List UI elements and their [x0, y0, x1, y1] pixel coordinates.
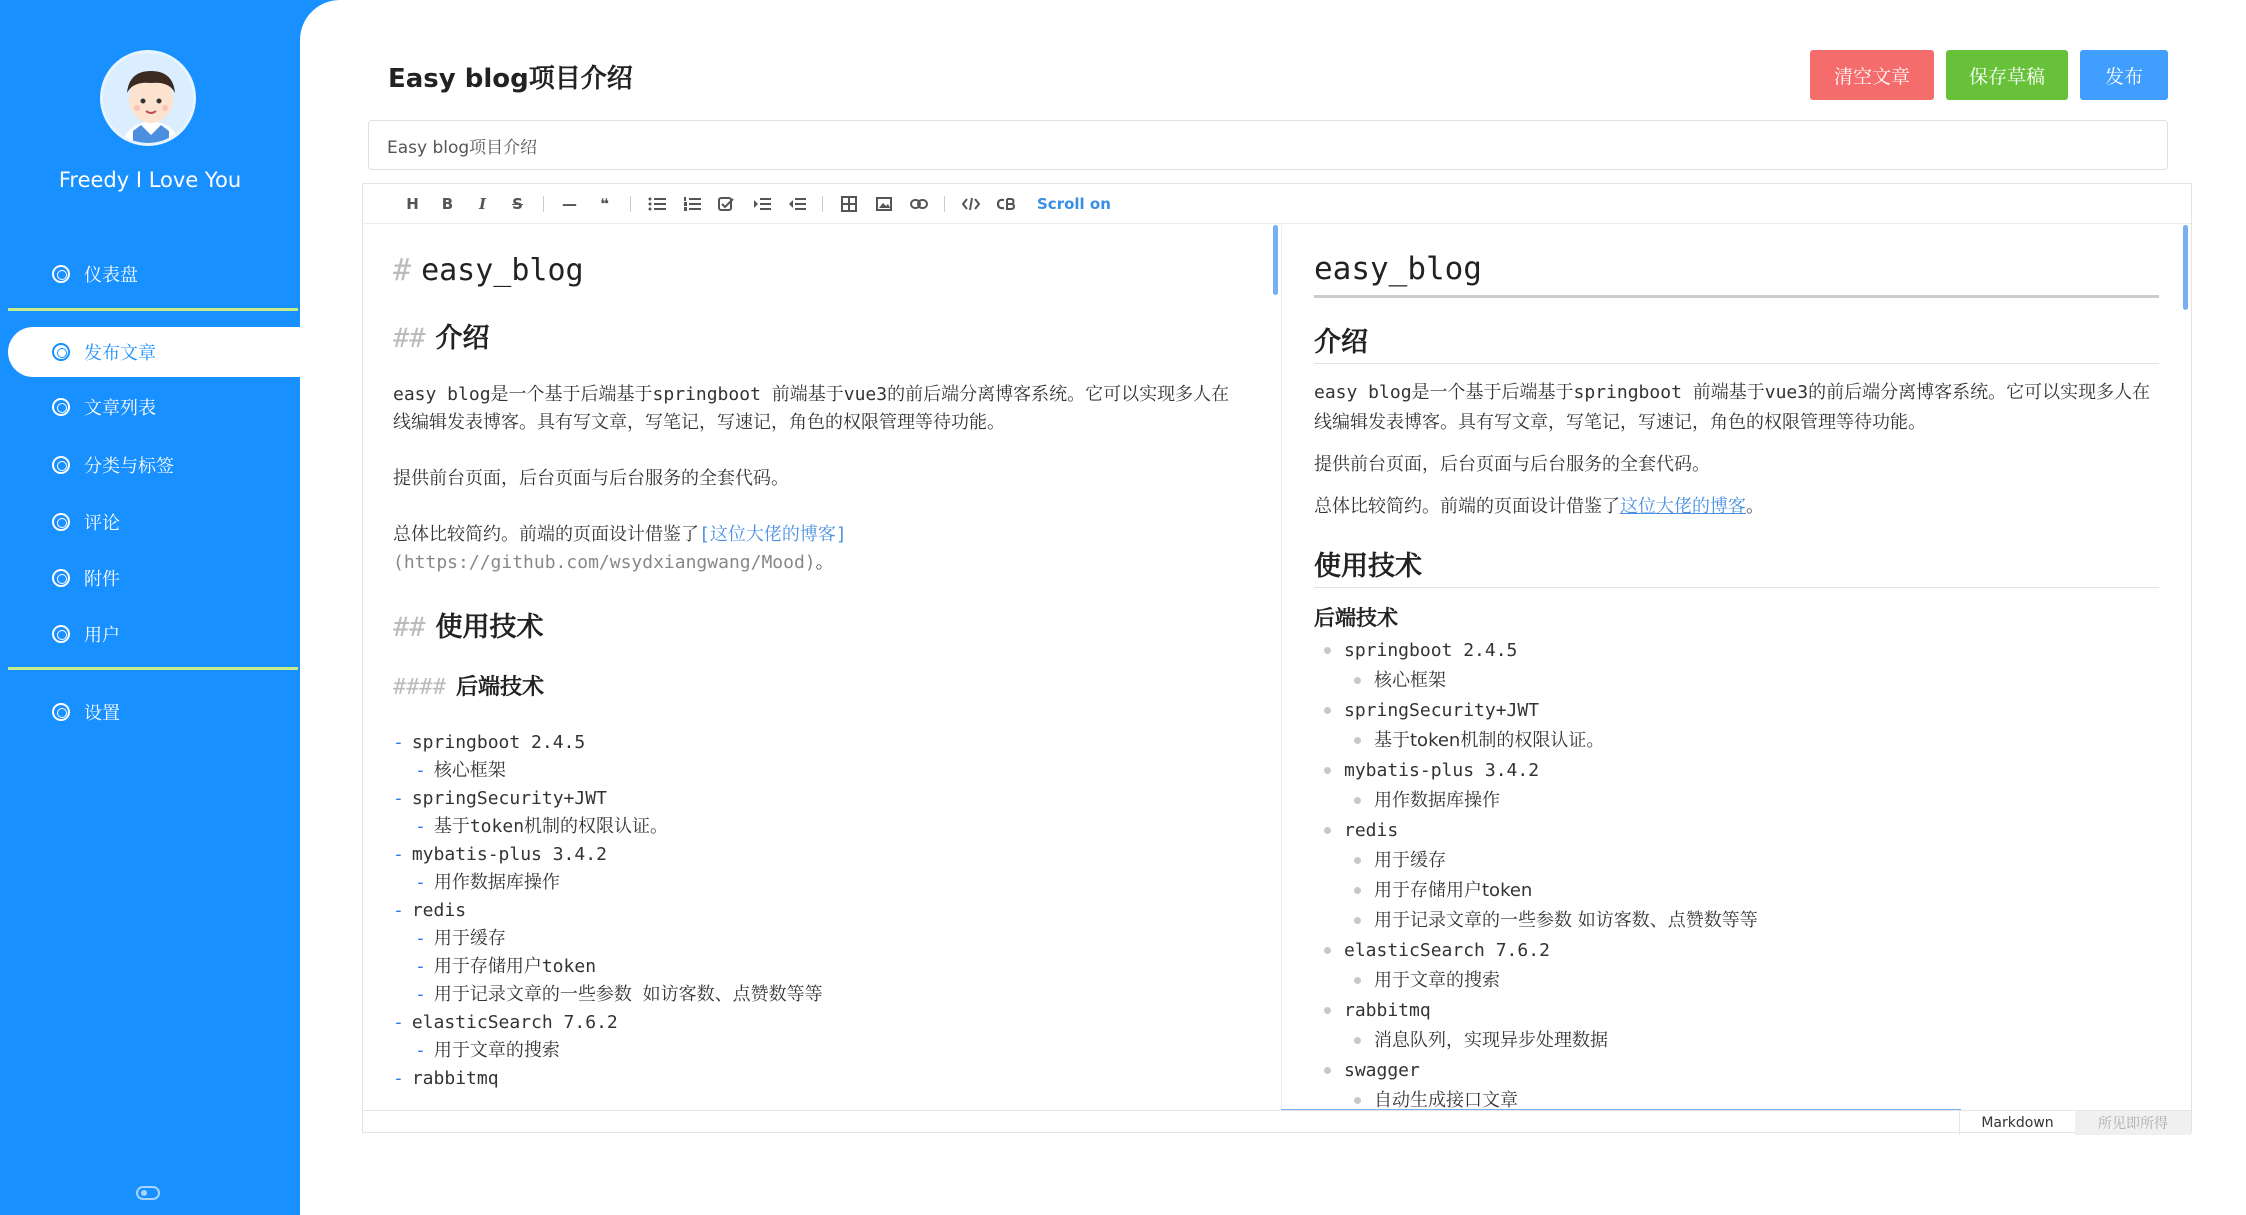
source-list-item: - springboot 2.4.5: [393, 732, 586, 753]
preview-heading-4: 后端技术: [1314, 606, 1398, 630]
ring-icon: [52, 343, 70, 361]
heading-icon[interactable]: H: [406, 194, 419, 213]
preview-list-item: springSecurity+JWT: [1314, 696, 2159, 726]
preview-paragraph: 总体比较简约。前端的页面设计借鉴了这位大佬的博客。: [1314, 496, 1764, 517]
sidebar-item-publish-article[interactable]: [8, 327, 300, 377]
sidebar-item-dashboard[interactable]: [8, 249, 300, 299]
preview-heading-1: easy_blog: [1314, 251, 2159, 298]
toolbar-separator: [944, 196, 945, 212]
source-scrollbar[interactable]: [1273, 225, 1278, 295]
main-content: [300, 0, 2246, 1215]
editor-statusbar: [363, 1110, 2191, 1134]
source-list-item: - 用于文章的搜索: [415, 1040, 560, 1061]
italic-icon[interactable]: I: [478, 194, 487, 213]
source-list-item: - rabbitmq: [393, 1068, 499, 1089]
ring-icon: [52, 398, 70, 416]
preview-list-item: 消息队列，实现异步处理数据: [1314, 1026, 2159, 1056]
source-list-item: - 用作数据库操作: [415, 872, 560, 893]
source-heading-2: ## 使用技术: [393, 612, 544, 643]
scroll-sync-toggle[interactable]: Scroll on: [1037, 194, 1111, 213]
indent-icon[interactable]: [744, 184, 779, 224]
strikethrough-icon[interactable]: S: [512, 194, 523, 213]
preview-list-item: 用于存储用户token: [1314, 876, 2159, 906]
sidebar-item-categories-tags[interactable]: [8, 440, 300, 490]
ring-icon: [52, 569, 70, 587]
source-list-item: - 核心框架: [415, 760, 506, 781]
sidebar-item-label: 发布文章: [84, 343, 156, 364]
ring-icon: [52, 703, 70, 721]
ordered-list-icon[interactable]: [674, 184, 709, 224]
outdent-icon[interactable]: [779, 184, 814, 224]
avatar-face-icon: [103, 53, 196, 146]
preview-heading-2: 介绍: [1314, 320, 2159, 364]
code-icon[interactable]: [953, 184, 988, 224]
sidebar-item-comments[interactable]: [8, 497, 300, 547]
source-heading-4: #### 后端技术: [393, 675, 544, 700]
source-list-item: - 基于token机制的权限认证。: [415, 816, 669, 837]
source-list-item: - 用于存储用户token: [415, 956, 597, 977]
quote-icon[interactable]: ❝: [600, 194, 609, 213]
toolbar-separator: [543, 196, 544, 212]
preview-paragraph: easy blog是一个基于后端基于springboot 前端基于vue3的前后端分离博客系统。它可以实现多人在线编辑发表博客。具有写文章，写笔记，写速记，角色的权限管理等待功能。: [1314, 382, 2151, 433]
preview-list-item: 用于记录文章的一些参数 如访客数、点赞数等等: [1314, 906, 2159, 936]
preview-list-item: elasticSearch 7.6.2: [1314, 936, 2159, 966]
source-paragraph: 提供前台页面，后台页面与后台服务的全套代码。: [393, 468, 789, 489]
publish-button[interactable]: 发布: [2080, 50, 2168, 100]
markdown-source-pane[interactable]: [363, 225, 1273, 1109]
sidebar-item-label: 附件: [84, 569, 120, 590]
markdown-editor: [362, 183, 2192, 1133]
sidebar-item-label: 设置: [84, 703, 120, 724]
clear-article-button[interactable]: 清空文章: [1810, 50, 1934, 100]
preview-list-item: 自动生成接口文章: [1314, 1086, 2159, 1109]
bullet-list-icon[interactable]: [639, 184, 674, 224]
preview-list-item: 用于文章的搜索: [1314, 966, 2159, 996]
table-icon[interactable]: [831, 184, 866, 224]
preview-heading-2: 使用技术: [1314, 544, 2159, 588]
sidebar-divider: [8, 667, 298, 670]
preview-list-item: 用作数据库操作: [1314, 786, 2159, 816]
markdown-preview-pane: [1281, 225, 2191, 1109]
horizontal-rule-icon[interactable]: —: [562, 194, 577, 213]
sidebar: [0, 0, 300, 1215]
markdown-mode-tab[interactable]: Markdown: [1959, 1111, 2075, 1135]
source-paragraph: easy blog是一个基于后端基于springboot 前端基于vue3的前后端分离博客系统。它可以实现多人在线编辑发表博客。具有写文章，写笔记，写速记，角色的权限管理等待功能。: [393, 384, 1230, 433]
ring-icon: [52, 513, 70, 531]
toolbar-separator: [630, 196, 631, 212]
code-block-icon[interactable]: [988, 184, 1023, 224]
preview-list-item: redis: [1314, 816, 2159, 846]
sidebar-item-label: 评论: [84, 513, 120, 534]
preview-list: [1314, 636, 2159, 1109]
task-list-icon[interactable]: [709, 184, 744, 224]
user-name: Freedy I Love You: [58, 168, 242, 192]
preview-paragraph: 提供前台页面，后台页面与后台服务的全套代码。: [1314, 454, 1710, 475]
wysiwyg-mode-tab[interactable]: 所见即所得: [2075, 1111, 2191, 1135]
source-heading-2: ## 介绍: [393, 323, 490, 354]
collapse-toggle-icon[interactable]: [136, 1186, 160, 1200]
bold-icon[interactable]: B: [441, 194, 454, 213]
avatar[interactable]: [100, 50, 196, 146]
source-heading-1: # easy_blog: [393, 253, 584, 288]
sidebar-item-label: 分类与标签: [84, 456, 174, 477]
sidebar-item-attachments[interactable]: [8, 553, 300, 603]
page-title: Easy blog项目介绍: [388, 64, 633, 94]
toolbar-separator: [822, 196, 823, 212]
save-draft-button[interactable]: 保存草稿: [1946, 50, 2068, 100]
preview-scrollbar[interactable]: [2183, 225, 2188, 310]
title-input[interactable]: [368, 120, 2168, 170]
preview-list-item: swagger: [1314, 1056, 2159, 1086]
preview-list-item: 核心框架: [1314, 666, 2159, 696]
ring-icon: [52, 265, 70, 283]
sidebar-item-article-list[interactable]: [8, 382, 300, 432]
preview-list-item: 用于缓存: [1314, 846, 2159, 876]
editor-toolbar: [363, 184, 2191, 224]
source-paragraph: 总体比较简约。前端的页面设计借鉴了[这位大佬的博客](https://github.com/wsydxiangwang/Mood)。: [393, 524, 847, 573]
ring-icon: [52, 456, 70, 474]
preview-list-item: mybatis-plus 3.4.2: [1314, 756, 2159, 786]
preview-list-item: rabbitmq: [1314, 996, 2159, 1026]
image-icon[interactable]: [866, 184, 901, 224]
source-list-item: - redis: [393, 900, 467, 921]
source-list-item: - springSecurity+JWT: [393, 788, 607, 809]
sidebar-item-users[interactable]: [8, 609, 300, 659]
preview-list-item: 基于token机制的权限认证。: [1314, 726, 2159, 756]
source-list-item: - mybatis-plus 3.4.2: [393, 844, 607, 865]
link-icon[interactable]: [901, 184, 936, 224]
sidebar-item-label: 仪表盘: [84, 265, 138, 286]
preview-link[interactable]: 这位大佬的博客: [1620, 496, 1746, 517]
source-list-item: - elasticSearch 7.6.2: [393, 1012, 618, 1033]
source-list-item: - 用于记录文章的一些参数 如访客数、点赞数等等: [415, 984, 823, 1005]
preview-list-item: springboot 2.4.5: [1314, 636, 2159, 666]
source-list: [393, 729, 1243, 1093]
source-list-item: - 用于缓存: [415, 928, 506, 949]
sidebar-divider: [8, 308, 298, 311]
ring-icon: [52, 625, 70, 643]
sidebar-item-label: 用户: [84, 625, 120, 646]
sidebar-item-settings[interactable]: [8, 687, 300, 737]
sidebar-item-label: 文章列表: [84, 398, 156, 419]
